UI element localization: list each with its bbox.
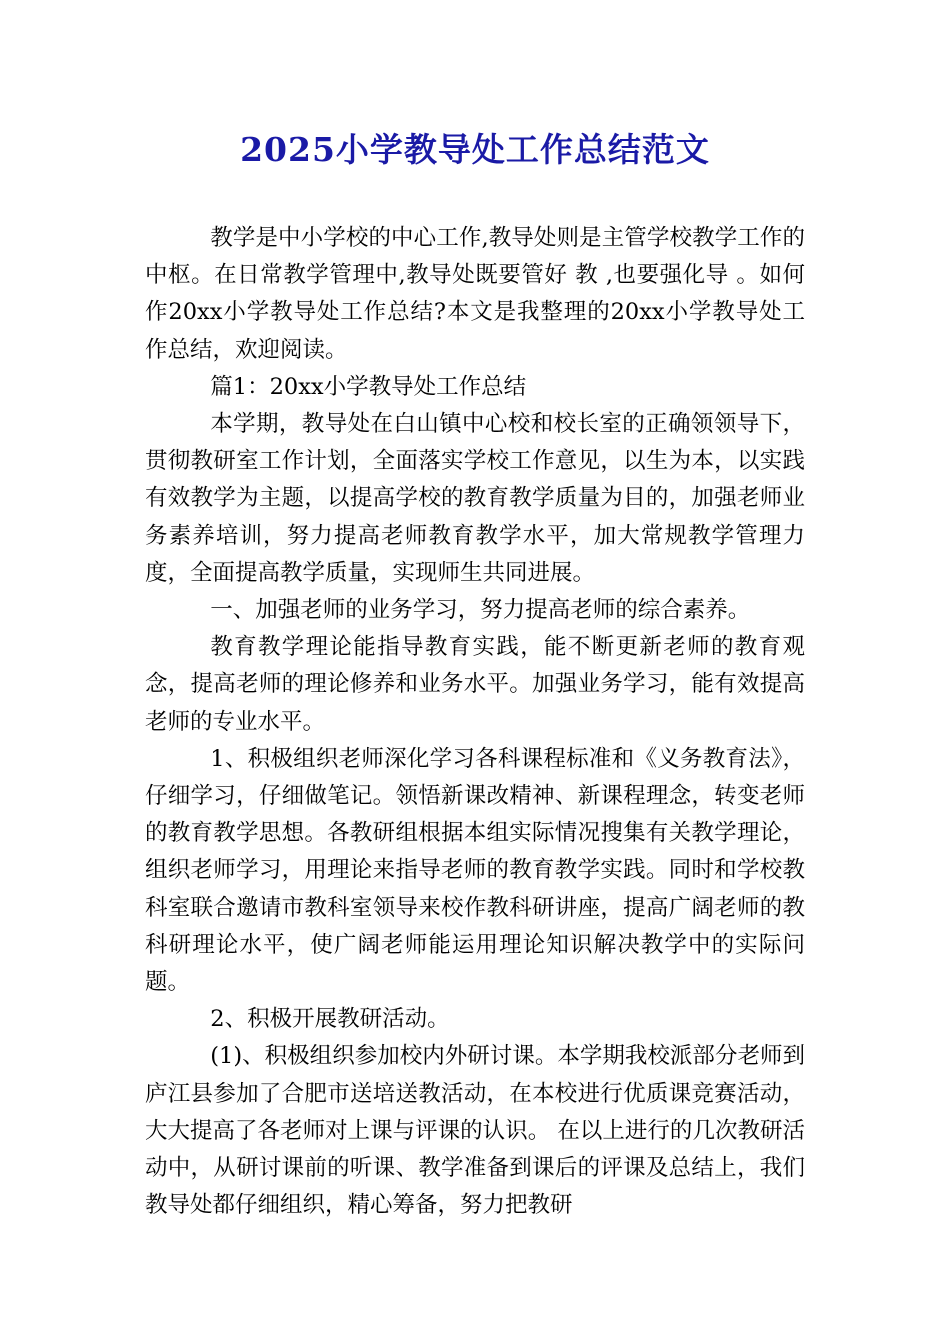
paragraph-item-2-heading: 2、积极开展教研活动。 — [210, 1006, 450, 1033]
section-heading-part-1: 篇1：20xx小学教导处工作总结 — [210, 373, 527, 400]
paragraph-theory: 教育教学理论能指导教育实践，能不断更新老师的教育观念，提高老师的理论修养和业务水平。加强业务学习，能有效提高老师的专业水平。 — [145, 634, 805, 735]
paragraph-intro: 教学是中小学校的中心工作,教导处则是主管学校教学工作的中枢。在日常教学管理中,教导处既要管好 教 ,也要强化导 。如何作20xx小学教导处工作总结?本文是我整理的20xx小学教导处工作总结，欢迎阅读。 — [145, 225, 805, 363]
paragraph-semester-overview: 本学期，教导处在白山镇中心校和校长室的正确领领导下，贯彻教研室工作计划，全面落实学校工作意见，以生为本，以实践有效教学为主题，以提高学校的教育教学质量为目的，加强老师业务素养培训，努力提高老师教育教学水平，加大常规教学管理力度，全面提高教学质量，实现师生共同进展。 — [145, 411, 805, 586]
paragraph-item-2-1: (1)、积极组织参加校内外研讨课。本学期我校派部分老师到庐江县参加了合肥市送培送教活动，在本校进行优质课竞赛活动，大大提高了各老师对上课与评课的认识。 在以上进行的几次教研活动中，从研讨课前的听课、教学准备到课后的评课及总结上，我们教导处都仔细组织，精心筹备，努力把教研 — [145, 1043, 805, 1219]
document-body — [145, 220, 805, 1224]
document-title: 2025小学教导处工作总结范文 — [240, 130, 710, 169]
paragraph-item-1: 1、积极组织老师深化学习各科课程标准和《义务教育法》，仔细学习，仔细做笔记。领悟新课改精神、新课程理念，转变老师的教育教学思想。各教研组根据本组实际情况搜集有关教学理论，组织老师学习，用理论来指导老师的教育教学实践。同时和学校教科室联合邀请市教科室领导来校作教科研讲座，提高广阔老师的教科研理论水平，使广阔老师能运用理论知识解决教学中的实际问题。 — [145, 745, 805, 996]
section-heading-1: 一、加强老师的业务学习，努力提高老师的综合素养。 — [210, 597, 751, 624]
